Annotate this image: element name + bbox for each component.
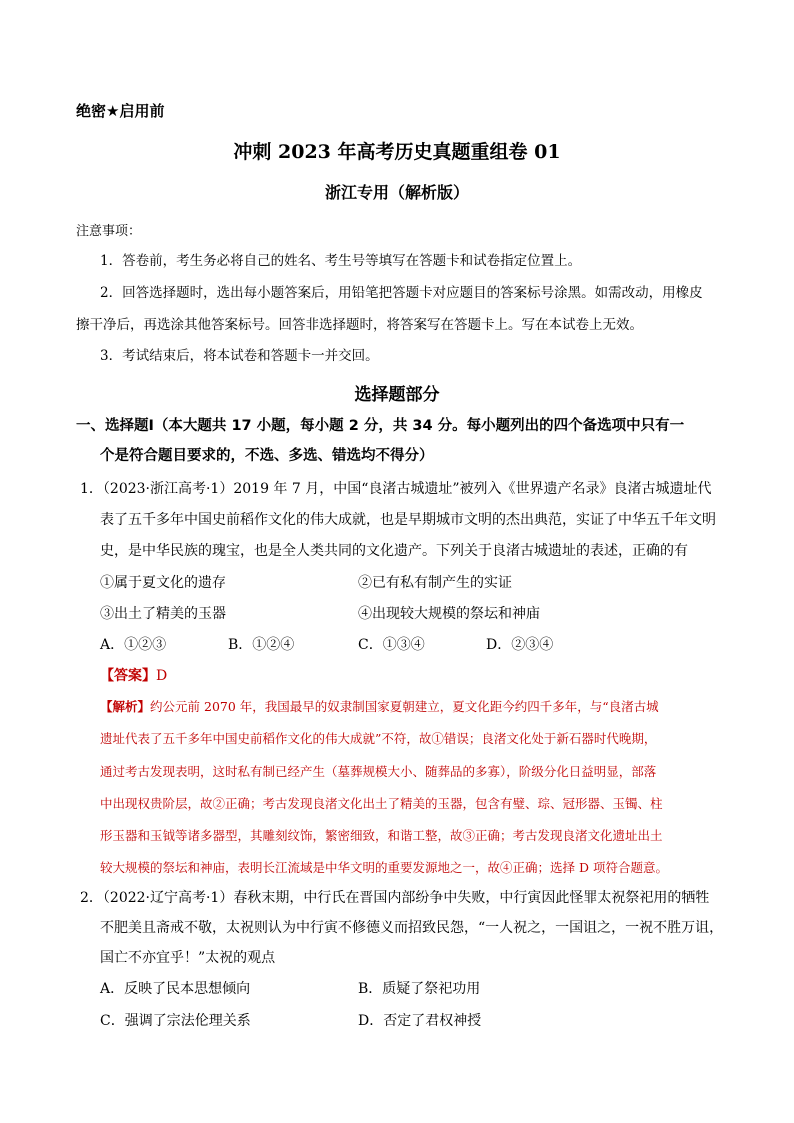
q1-analysis-line-1 [100,697,659,715]
part1-instruction-line-2: 个是符合题目要求的，不选、多选、错选均不得分） [100,448,434,464]
q1-option-b: B．①②④ [228,637,295,653]
page-subtitle: 浙江专用（解析版） [324,183,469,202]
q1-statement-2: ②已有私有制产生的实证 [358,575,512,591]
analysis-text: 约公元前 2070 年，我国最早的奴隶制国家夏朝建立，夏文化距今约四千多年，与“良渚古城 [150,699,659,714]
q2-option-a: A．反映了民本思想倾向 [100,981,251,997]
q1-option-c: C．①③④ [358,637,425,653]
notice-item-1: 1．答卷前，考生务必将自己的姓名、考生号等填写在答题卡和试卷指定位置上。 [100,253,582,269]
notice-item-2-line-2: 擦干净后，再选涂其他答案标号。回答非选择题时，将答案写在答题卡上。写在本试卷上无效。 [76,317,643,333]
q1-analysis-line-4: 中出现权贵阶层，故②正确；考古发现良渚文化出土了精美的玉器，包含有璧、琮、冠形器、玉镯、柱 [100,796,663,811]
q2-stem-line-2: 不肥美且斋戒不敬，太祝则认为中行寅不修德义而招致民怨，“一人祝之，一国诅之，一祝不胜万诅， [100,920,724,936]
notice-item-2-line-1: 2．回答选择题时，选出每小题答案后，用铅笔把答题卡对应题目的答案标号涂黑。如需改动，用橡皮 [100,285,703,301]
q2-stem-line-1: 2．（2022·辽宁高考·1）春秋末期，中行氏在晋国内部纷争中失败，中行寅因此怪罪太祝祭祀用的牺牲 [80,890,710,906]
q2-stem-line-3: 国亡不亦宜乎！”太祝的观点 [100,950,276,966]
page-title: 冲刺 2023 年高考历史真题重组卷 01 [233,141,561,163]
q1-analysis-line-2: 遗址代表了五千多年中国史前稻作文化的伟大成就”不符，故①错误；良渚文化处于新石器时代晚期， [100,731,657,746]
q1-option-d: D．②③④ [486,637,554,653]
q2-option-b: B．质疑了祭祀功用 [358,981,481,997]
q1-stem-line-2: 表了五千多年中国史前稻作文化的伟大成就，也是早期城市文明的杰出典范，实证了中华五千年文明 [100,512,716,528]
notice-item-3: 3．考试结束后，将本试卷和答题卡一并交回。 [100,348,379,364]
q1-stem-line-3: 史，是中华民族的瑰宝，也是全人类共同的文化遗产。下列关于良渚古城遗址的表述，正确的有 [100,543,688,559]
part1-instruction-line-1: 一、选择题Ⅰ（本大题共 17 小题，每小题 2 分，共 34 分。每小题列出的四个备选项中只有一 [76,418,685,434]
analysis-tag: 【解析】 [100,699,151,714]
q1-analysis-line-6: 较大规模的祭坛和神庙，表明长江流域是中华文明的重要发源地之一，故④正确；选择 D 项符合题意。 [100,860,668,875]
q1-statement-3: ③出土了精美的玉器 [100,606,226,622]
answer-tag: 【答案】 [100,668,156,684]
q1-answer [100,665,167,685]
notice-heading: 注意事项： [76,224,142,239]
q1-analysis-line-5: 形玉器和玉钺等诸多器型，其雕刻纹饰，繁密细致，和谐工整，故③正确；考古发现良渚文化遗址出土 [100,828,663,843]
q1-statement-4: ④出现较大规模的祭坛和神庙 [358,606,540,622]
q1-statement-1: ①属于夏文化的遗存 [100,575,226,591]
q2-option-d: D．否定了君权神授 [358,1013,482,1029]
section-title: 选择题部分 [354,385,440,405]
q2-option-c: C．强调了宗法伦理关系 [100,1013,251,1029]
q1-stem-line-1: 1．（2023·浙江高考·1）2019 年 7 月，中国“良渚古城遗址”被列入《世界遗产名录》良渚古城遗址代 [80,481,712,497]
answer-value: D [156,668,168,684]
confidential-label: 绝密★启用前 [76,102,165,120]
q1-analysis-line-3: 通过考古发现表明，这时私有制已经产生（墓葬规模大小、随葬品的多寡），阶级分化日益明显，部落 [100,764,657,779]
q1-option-a: A．①②③ [100,637,167,653]
